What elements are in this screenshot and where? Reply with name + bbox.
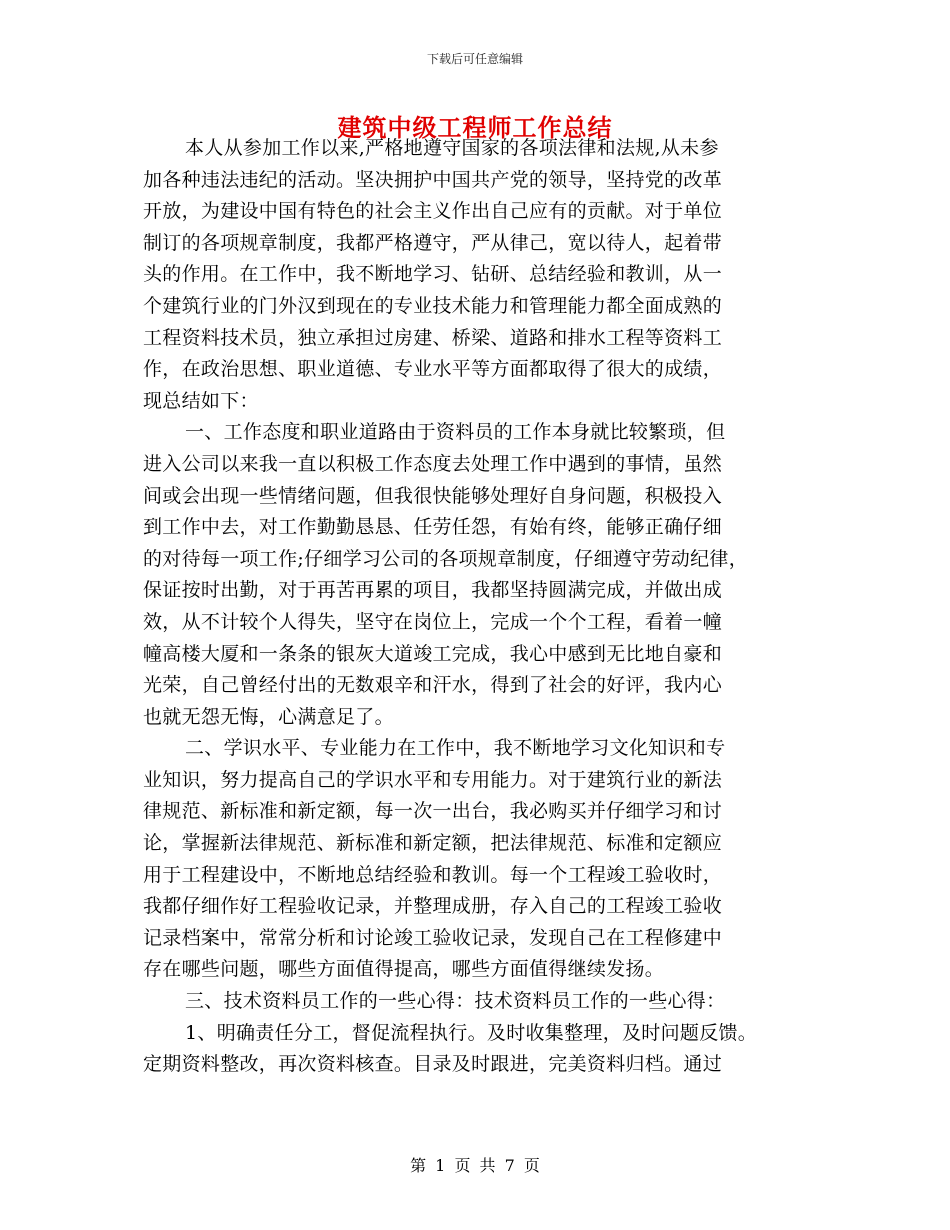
text-line: 本人从参加工作以来,严格地遵守国家的各项法律和法规,从未参	[185, 137, 719, 159]
text-line: 二、学识水平、专业能力在工作中，我不断地学习文化知识和专	[185, 737, 726, 760]
header-note: 下载后可任意编辑	[426, 52, 523, 66]
text-line: 1、明确责任分工，督促流程执行。及时收集整理，及时问题反馈。	[185, 1021, 758, 1044]
text-line: 一、工作态度和职业道路由于资料员的工作本身就比较繁琐，但	[185, 421, 726, 444]
text-line: 幢高楼大厦和一条条的银灰大道竣工完成，我心中感到无比地自豪和	[143, 642, 723, 665]
text-line: 光荣，自己曾经付出的无数艰辛和汗水，得到了社会的好评，我内心	[143, 674, 723, 697]
text-line: 效，从不计较个人得失，坚守在岗位上，完成一个个工程，看着一幢	[143, 610, 723, 633]
text-line: 论，掌握新法律规范、新标准和新定额，把法律规范、标准和定额应	[143, 832, 723, 855]
text-line: 制订的各项规章制度，我都严格遵守，严从律己，宽以待人，起着带	[143, 231, 723, 254]
document-title: 建筑中级工程师工作总结	[337, 114, 613, 142]
text-line: 现总结如下：	[143, 389, 259, 412]
text-line: 我都仔细作好工程验收记录，并整理成册，存入自己的工程竣工验收	[143, 895, 723, 918]
text-line: 工程资料技术员，独立承担过房建、桥梁、道路和排水工程等资料工	[143, 326, 723, 349]
text-line: 个建筑行业的门外汉到现在的专业技术能力和管理能力都全面成熟的	[143, 294, 723, 317]
text-line: 加各种违法违纪的活动。坚决拥护中国共产党的领导，坚持党的改革	[143, 168, 723, 191]
text-line: 头的作用。在工作中，我不断地学习、钻研、总结经验和教训，从一	[143, 263, 723, 286]
text-line: 作，在政治思想、职业道德、专业水平等方面都取得了很大的成绩，	[143, 358, 723, 381]
text-line: 定期资料整改，再次资料核查。目录及时跟进，完美资料归档。通过	[143, 1053, 723, 1076]
text-line: 开放，为建设中国有特色的社会主义作出自己应有的贡献。对于单位	[143, 200, 723, 223]
text-line: 的对待每一项工作;仔细学习公司的各项规章制度，仔细遵守劳动纪律，	[143, 547, 749, 570]
text-line: 律规范、新标准和新定额，每一次一出台，我必购买并仔细学习和讨	[143, 800, 723, 823]
text-line: 用于工程建设中，不断地总结经验和教训。每一个工程竣工验收时，	[143, 863, 723, 886]
text-line: 三、技术资料员工作的一些心得：技术资料员工作的一些心得：	[185, 990, 726, 1013]
text-line: 业知识，努力提高自己的学识水平和专用能力。对于建筑行业的新法	[143, 768, 723, 791]
text-line: 间或会出现一些情绪问题，但我很快能够处理好自身问题，积极投入	[143, 484, 723, 507]
text-line: 也就无怨无悔，心满意足了。	[143, 705, 394, 728]
text-line: 到工作中去，对工作勤勤恳恳、任劳任怨，有始有终，能够正确仔细	[143, 516, 723, 539]
text-line: 存在哪些问题，哪些方面值得提高，哪些方面值得继续发扬。	[143, 958, 665, 981]
text-line: 记录档案中，常常分析和讨论竣工验收记录，发现自己在工程修建中	[143, 926, 723, 949]
page-footer: 第 1 页 共 7 页	[410, 1156, 540, 1175]
text-line: 保证按时出勤，对于再苦再累的项目，我都坚持圆满完成，并做出成	[143, 579, 723, 602]
body-text	[143, 133, 823, 1081]
text-line: 进入公司以来我一直以积极工作态度去处理工作中遇到的事情，虽然	[143, 452, 723, 475]
